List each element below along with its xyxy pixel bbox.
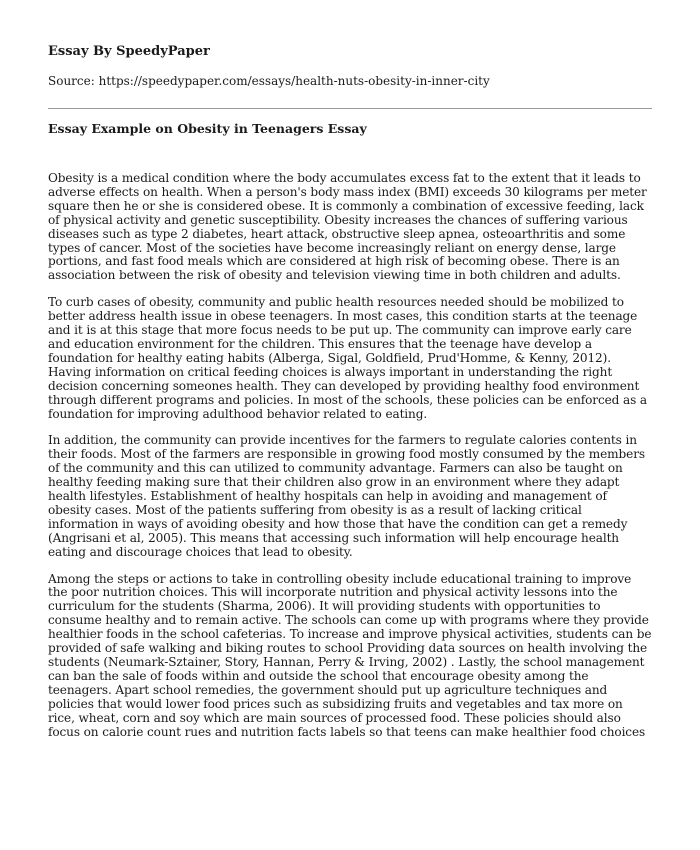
essay-body	[48, 172, 652, 752]
source-line	[48, 74, 490, 88]
essay-title: Essay Example on Obesity in Teenagers Essay	[48, 121, 367, 136]
essay-paragraph-4: Among the steps or actions to take in controlling obesity include educational training to improve the poor nutrition choices. This will incorporate nutrition and physical activity lessons into the curriculum for the students (Sharma, 2006). It will providing students with opportunities to consume healthy and to remain active. The schools can come up with programs where they provide healthier foods in the school cafeterias. To increase and improve physical activities, students can be provided of safe walking and biking routes to school Providing data sources on health involving the students (Neumark-Sztainer, Story, Hannan, Perry & Irving, 2002) . Lastly, the school management can ban the sale of foods within and outside the school that encourage obesity among the teenagers. Apart school remedies, the government should put up agriculture techniques and policies that would lower food prices such as subsidizing fruits and vegetables and tax more on rice, wheat, corn and soy which are main sources of processed food. These policies should also focus on calorie count rues and nutrition facts labels so that teens can make healthier food choices	[48, 571, 652, 739]
site-title: Essay By SpeedyPaper	[48, 44, 210, 59]
essay-paragraph-1: Obesity is a medical condition where the body accumulates excess fat to the extent that it leads to adverse effects on health. When a person's body mass index (BMI) exceeds 30 kilograms per meter square then he or she is considered obese. It is commonly a combination of excessive feeding, lack of physical activity and genetic susceptibility. Obesity increases the chances of suffering various diseases such as type 2 diabetes, heart attack, obstructive sleep apnea, osteoarthritis and some types of cancer. Most of the societies have become increasingly reliant on energy dense, large portions, and fast food meals which are considered at high risk of becoming obese. There is an association between the risk of obesity and television viewing time in both children and adults.	[48, 171, 647, 283]
source-label: Source:	[48, 74, 99, 88]
header-divider	[48, 108, 652, 109]
essay-paragraph-3: In addition, the community can provide incentives for the farmers to regulate calories contents in their foods. Most of the farmers are responsible in growing food mostly consumed by the members of the community and this can utilized to community advantage. Farmers can also be taught on healthy feeding making sure that their children also grow in an environment where they adapt health lifestyles. Establishment of healthy hospitals can help in avoiding and management of obesity cases. Most of the patients suffering from obesity is as a result of lacking critical information in ways of avoiding obesity and how those that have the condition can get a remedy (Angrisani et al, 2005). This means that accessing such information will help encourage health eating and discourage choices that lead to obesity.	[48, 433, 645, 559]
source-url: https://speedypaper.com/essays/health-nuts-obesity-in-inner-city	[98, 74, 490, 88]
essay-paragraph-2: To curb cases of obesity, community and public health resources needed should be mobilized to better address health issue in obese teenagers. In most cases, this condition starts at the teenage and it is at this stage that more focus needs to be put up. The community can improve early care and education environment for the children. This ensures that the teenage have develop a foundation for healthy eating habits (Alberga, Sigal, Goldfield, Prud'Homme, & Kenny, 2012). Having information on critical feeding choices is always important in understanding the right decision concerning someones health. They can developed by providing healthy food environment through different programs and policies. In most of the schools, these policies can be enforced as a foundation for improving adulthood behavior related to eating.	[48, 295, 647, 421]
